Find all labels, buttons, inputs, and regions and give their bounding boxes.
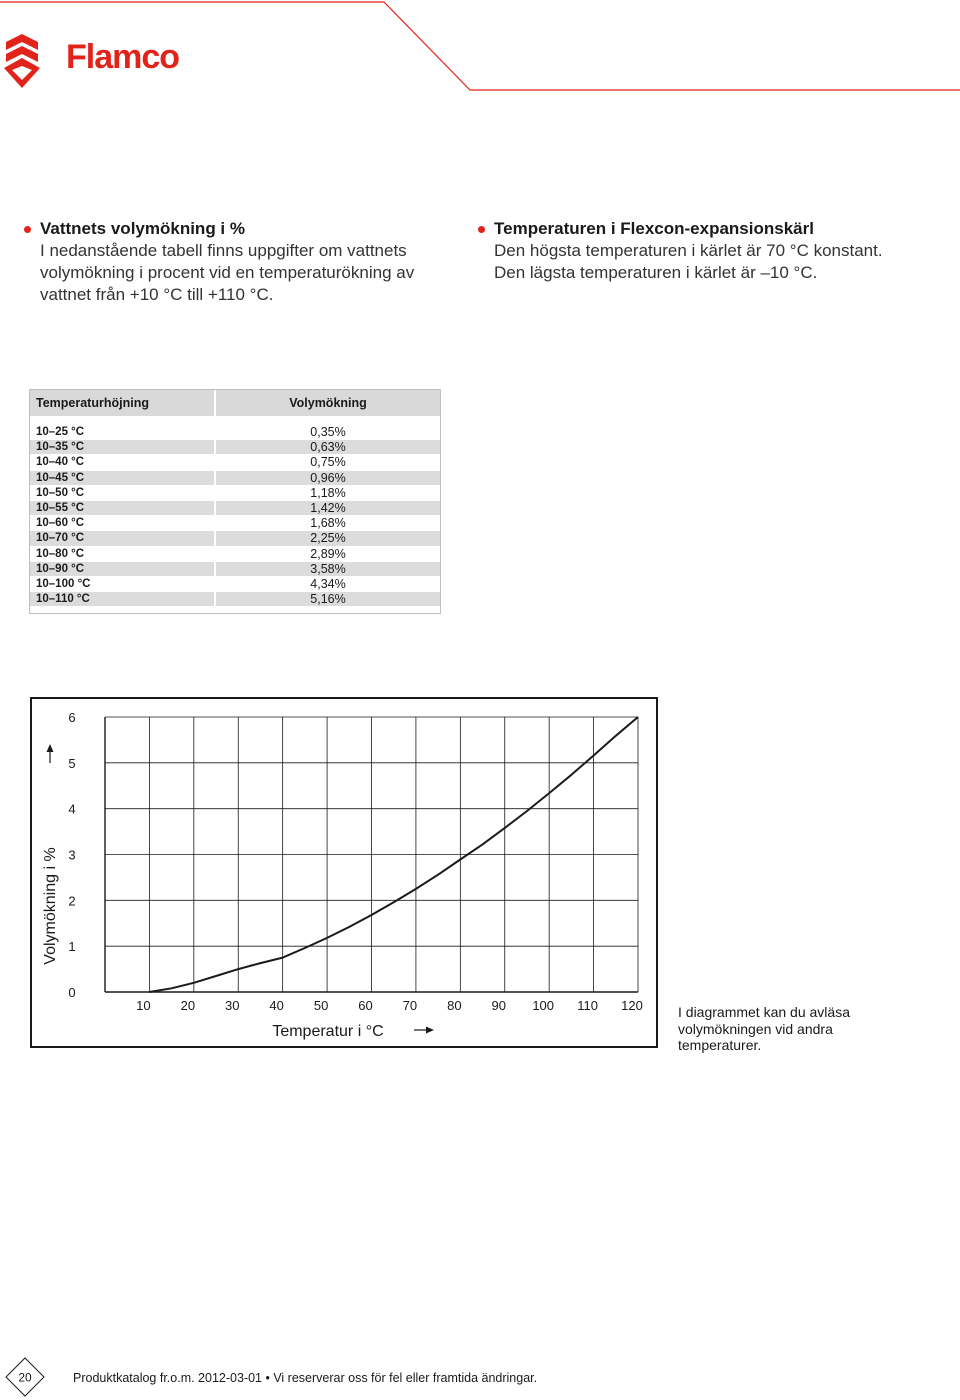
x-tick-label: 40: [269, 998, 284, 1013]
intro-right-line-2: Den lägsta temperaturen i kärlet är –10 °C.: [494, 263, 818, 282]
x-tick-label: 90: [491, 998, 506, 1013]
y-tick-label: 6: [68, 710, 76, 725]
x-tick-label: 50: [313, 998, 329, 1013]
x-tick-label: 80: [447, 998, 462, 1013]
cell-volume-increase: 4,34%: [215, 576, 440, 591]
cell-temperature-range: 10–55 °C: [30, 500, 215, 515]
x-tick-label: 60: [358, 998, 373, 1013]
cell-volume-increase: 5,16%: [215, 592, 440, 607]
y-axis-label: Volymökning i %: [42, 847, 59, 965]
cell-temperature-range: 10–40 °C: [30, 455, 215, 470]
cell-temperature-range: 10–90 °C: [30, 561, 215, 576]
cell-volume-increase: 0,75%: [215, 455, 440, 470]
y-tick-label: 2: [68, 893, 76, 909]
x-tick-label: 110: [577, 998, 598, 1013]
y-tick-label: 0: [68, 985, 76, 1000]
intro-left-title: Vattnets volymökning i %: [40, 219, 245, 238]
x-axis-label: Temperatur i °C: [272, 1023, 384, 1040]
cell-volume-increase: 0,96%: [215, 470, 440, 485]
cell-temperature-range: 10–50 °C: [30, 485, 215, 500]
y-axis-arrow-head: [47, 744, 54, 752]
brand-name: Flamco: [66, 38, 180, 76]
x-tick-label: 120: [621, 998, 643, 1013]
page-number-badge: [5, 1357, 45, 1397]
page-number: 20: [18, 1370, 32, 1385]
y-tick-label: 1: [68, 939, 76, 955]
cell-volume-increase: 2,25%: [215, 531, 440, 546]
cell-temperature-range: 10–110 °C: [30, 592, 215, 607]
cell-volume-increase: 3,58%: [215, 561, 440, 576]
cell-temperature-range: 10–35 °C: [30, 440, 215, 455]
cell-volume-increase: 2,89%: [215, 546, 440, 561]
intro-left-line-3: vattnet från +10 °C till +110 °C.: [40, 285, 274, 304]
cell-temperature-range: 10–70 °C: [30, 531, 215, 546]
intro-right-line-1: Den högsta temperaturen i kärlet är 70 °C konstant.: [494, 241, 883, 260]
cell-volume-increase: 1,18%: [215, 485, 440, 500]
y-tick-label: 5: [68, 755, 76, 771]
y-tick-label: 4: [68, 801, 76, 817]
chart-note: I diagrammet kan du avläsa volymökningen vid andra temperaturer.: [678, 1004, 850, 1053]
x-tick-label: 70: [402, 998, 418, 1013]
footer-text: Produktkatalog fr.o.m. 2012-03-01 • Vi reserverar oss för fel eller framtida ändringar.: [73, 1371, 538, 1385]
intro-left-line-1: I nedanstående tabell finns uppgifter om vattnets: [40, 241, 407, 260]
cell-temperature-range: 10–45 °C: [30, 470, 215, 485]
cell-volume-increase: 1,68%: [215, 516, 440, 531]
column-header-temperature: Temperaturhöjning: [30, 390, 215, 416]
cell-temperature-range: 10–60 °C: [30, 516, 215, 531]
x-tick-label: 20: [180, 998, 196, 1013]
x-tick-label: 10: [136, 998, 151, 1013]
cell-temperature-range: 10–80 °C: [30, 546, 215, 561]
cell-temperature-range: 10–25 °C: [30, 425, 215, 440]
intro-left-line-2: volymökning i procent vid en temperaturökning av: [40, 263, 415, 282]
intro-right-title: Temperaturen i Flexcon-expansionskärl: [494, 219, 814, 238]
y-tick-label: 3: [68, 847, 76, 863]
cell-volume-increase: 1,42%: [215, 500, 440, 515]
x-tick-label: 100: [532, 998, 555, 1013]
cell-volume-increase: 0,35%: [215, 425, 440, 440]
column-header-volume: Volymökning: [215, 390, 440, 416]
cell-volume-increase: 0,63%: [215, 440, 440, 455]
x-axis-arrow-head: [426, 1027, 434, 1034]
cell-temperature-range: 10–100 °C: [30, 576, 215, 591]
x-tick-label: 30: [225, 998, 240, 1013]
